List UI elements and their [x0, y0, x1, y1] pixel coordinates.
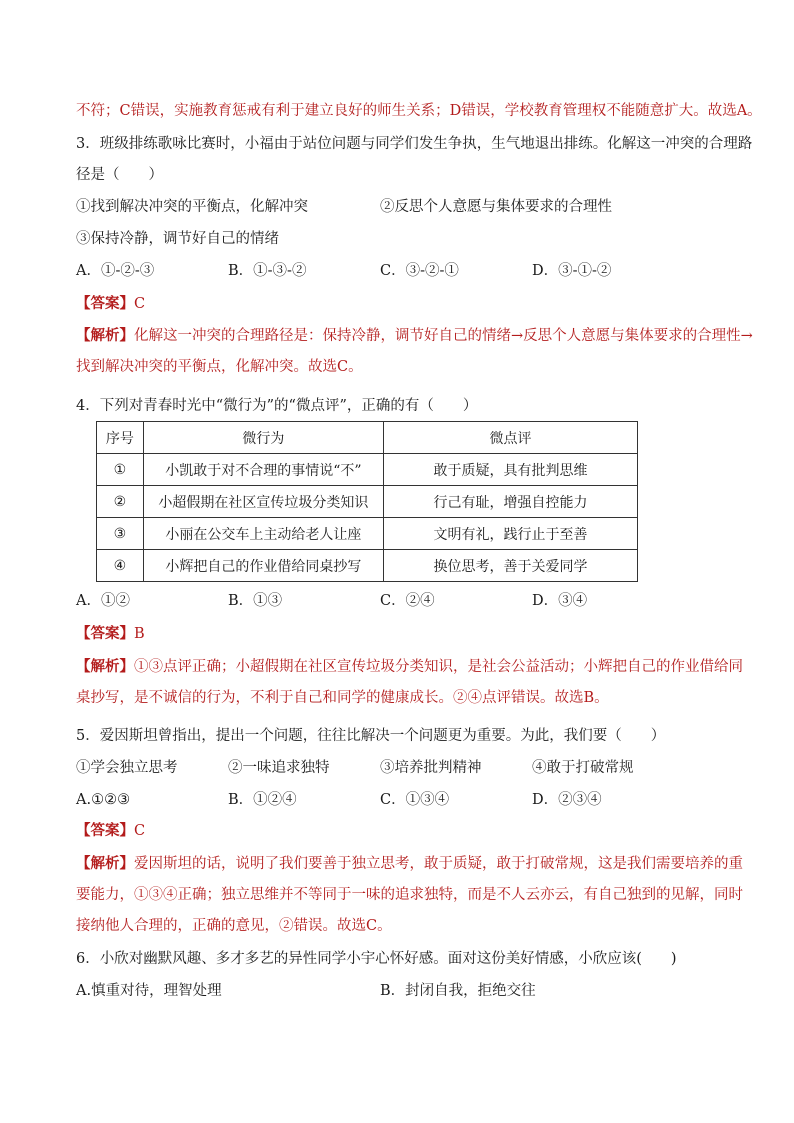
- q4-analysis-line2: 桌抄写，是不诚信的行为，不利于自己和同学的健康成长。②④点评错误。故选B。: [76, 690, 609, 706]
- table-cell: ③: [97, 518, 144, 550]
- table-row: [97, 486, 638, 518]
- q5-analysis-line2: 要能力，①③④正确；独立思维并不等同于一味的追求独特，而是不人云亦云，有自己独到的见解，同时: [76, 887, 743, 903]
- q5-item-1: ①学会独立思考: [76, 760, 178, 776]
- q5-option-a: A.①②③: [76, 792, 131, 808]
- table-row: [97, 518, 638, 550]
- q3-item-3: ③保持冷静，调节好自己的情绪: [76, 231, 279, 247]
- table-header-comment: 微点评: [383, 422, 637, 454]
- q3-analysis-text-1: 化解这一冲突的合理路径是：保持冷静，调节好自己的情绪→反思个人意愿与集体要求的合理性→: [134, 328, 753, 344]
- q4-answer-value: B: [134, 626, 145, 642]
- analysis-tag: 【解析】: [76, 855, 134, 872]
- q3-stem-line2: 径是（ ）: [76, 167, 163, 183]
- q3-stem-line1: 3．班级排练歌咏比赛时，小福由于站位问题与同学们发生争执，生气地退出排练。化解这一冲突的合理路: [76, 136, 753, 152]
- q5-option-b: B．①②④: [228, 792, 297, 808]
- q3-item-2: ②反思个人意愿与集体要求的合理性: [380, 199, 612, 215]
- table-cell: 小凯敢于对不合理的事情说“不”: [143, 454, 383, 486]
- q4-table: [96, 421, 638, 582]
- q5-item-2: ②一味追求独特: [228, 760, 330, 776]
- q3-option-c: C．③-②-①: [380, 263, 459, 279]
- table-cell: 小丽在公交车上主动给老人让座: [143, 518, 383, 550]
- q4-analysis-line1: [76, 657, 743, 677]
- table-header-row: [97, 422, 638, 454]
- table-cell: 小辉把自己的作业借给同桌抄写: [143, 550, 383, 582]
- q3-analysis-line2: 找到解决冲突的平衡点，化解冲突。故选C。: [76, 359, 363, 375]
- analysis-tag: 【解析】: [76, 327, 134, 344]
- table-cell: 敢于质疑，具有批判思维: [383, 454, 637, 486]
- table-row: [97, 454, 638, 486]
- q6-option-b: B．封闭自我，拒绝交往: [380, 983, 536, 999]
- q4-option-c: C．②④: [380, 593, 435, 609]
- answer-tag: 【答案】: [76, 625, 134, 642]
- q6-option-a: A.慎重对待，理智处理: [76, 983, 222, 999]
- q5-answer: [76, 821, 145, 841]
- table-header-number: 序号: [97, 422, 144, 454]
- q4-option-a: A．①②: [76, 593, 130, 609]
- q6-stem: 6．小欣对幽默风趣、多才多艺的异性同学小宇心怀好感。面对这份美好情感，小欣应该( ): [76, 951, 677, 967]
- table-cell: 文明有礼，践行止于至善: [383, 518, 637, 550]
- table-header-behavior: 微行为: [143, 422, 383, 454]
- q5-stem: 5．爱因斯坦曾指出，提出一个问题，往往比解决一个问题更为重要。为此，我们要（ ）: [76, 728, 666, 744]
- q5-analysis-line3: 接纳他人合理的，正确的意见，②错误。故选C。: [76, 918, 392, 934]
- answer-tag: 【答案】: [76, 295, 134, 312]
- q4-analysis-text-1: ①③点评正确；小超假期在社区宣传垃圾分类知识，是社会公益活动；小辉把自己的作业借给同: [134, 659, 743, 675]
- table-cell: ④: [97, 550, 144, 582]
- q5-option-d: D．②③④: [532, 792, 602, 808]
- q3-option-a: A．①-②-③: [76, 263, 155, 279]
- q3-item-1: ①找到解决冲突的平衡点，化解冲突: [76, 199, 308, 215]
- answer-tag: 【答案】: [76, 822, 134, 839]
- q3-answer: [76, 294, 145, 314]
- q3-option-d: D．③-①-②: [532, 263, 612, 279]
- q3-answer-value: C: [134, 296, 146, 312]
- table-cell: 小超假期在社区宣传垃圾分类知识: [143, 486, 383, 518]
- table-cell: ②: [97, 486, 144, 518]
- q5-option-c: C．①③④: [380, 792, 450, 808]
- q5-analysis-line1: [76, 854, 743, 874]
- q5-analysis-text-1: 爱因斯坦的话，说明了我们要善于独立思考，敢于质疑，敢于打破常规，这是我们需要培养的重: [134, 856, 743, 872]
- table-cell: 换位思考，善于关爱同学: [383, 550, 637, 582]
- table-cell: 行己有耻，增强自控能力: [383, 486, 637, 518]
- table-row: [97, 550, 638, 582]
- previous-analysis-tail: 不符；C错误，实施教育惩戒有利于建立良好的师生关系；D错误，学校教育管理权不能随意扩大。故选A。: [76, 103, 762, 119]
- q5-answer-value: C: [134, 823, 146, 839]
- q4-answer: [76, 624, 145, 644]
- q3-analysis-line1: [76, 326, 753, 346]
- table-cell: ①: [97, 454, 144, 486]
- q3-option-b: B．①-③-②: [228, 263, 307, 279]
- q5-item-3: ③培养批判精神: [380, 760, 482, 776]
- q4-stem: 4．下列对青春时光中“微行为”的“微点评”，正确的有（ ）: [76, 398, 478, 414]
- analysis-tag: 【解析】: [76, 658, 134, 675]
- q4-option-b: B．①③: [228, 593, 283, 609]
- q5-item-4: ④敢于打破常规: [532, 760, 634, 776]
- q4-option-d: D．③④: [532, 593, 588, 609]
